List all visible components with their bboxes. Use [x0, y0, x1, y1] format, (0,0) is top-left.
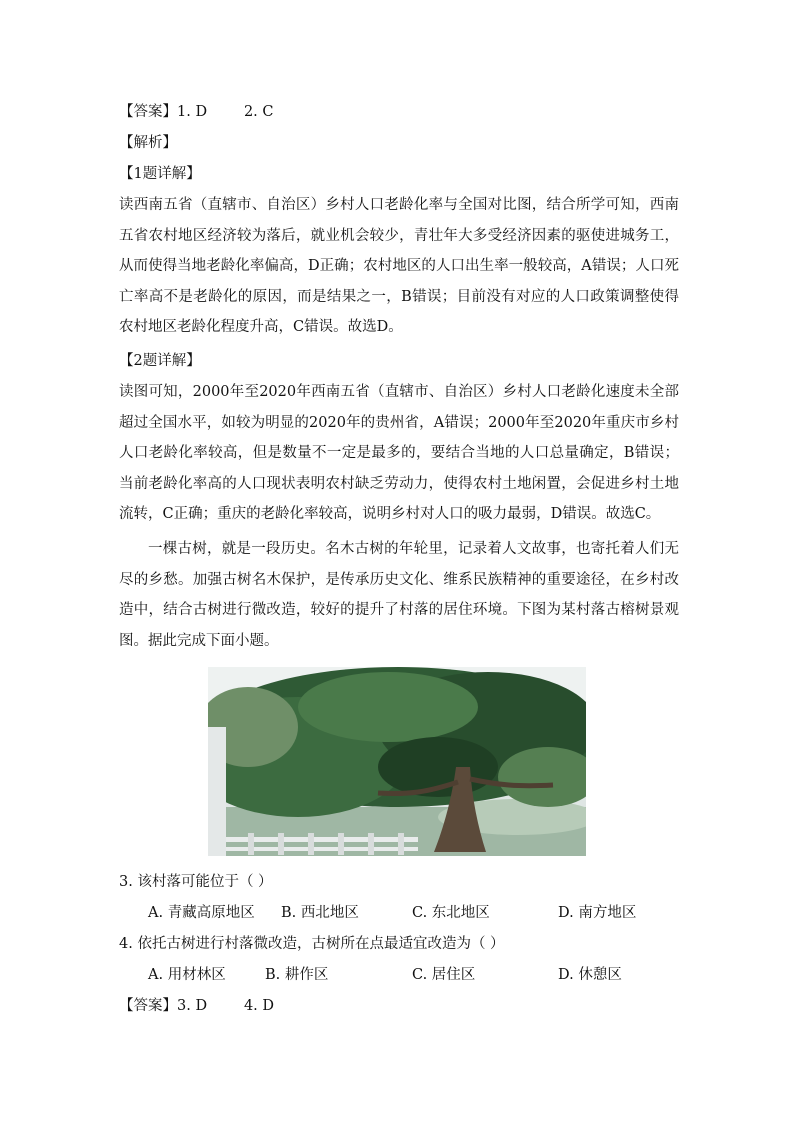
- q2-detail-text: 读图可知，2000年至2020年西南五省（直辖市、自治区）乡村人口老龄化速度未全部超过全国水平，如较为明显的2020年的贵州省，A错误；2000年至2020年重庆市乡村人口老龄化率较高，但是数量不一定是最多的，要结合当地的人口总量确定，B错误；当前老龄化率高的人口现状表明农村缺乏劳动力，使得农村土地闲置，会促进乡村土地流转，C正确；重庆的老龄化率较高，说明乡村对人口的吸力最弱，D错误。故选C。: [119, 384, 679, 522]
- q4-option-a: A. 用材林区: [148, 967, 226, 983]
- intro-text: 一棵古树，就是一段历史。名木古树的年轮里，记录着人文故事，也寄托着人们无尽的乡愁。加强古树名木保护，是传承历史文化、维系民族精神的重要途径，在乡村改造中，结合古树进行微改造，较好的提升了村落的居住环境。下图为某村落古榕树景观图。据此完成下面小题。: [119, 541, 679, 649]
- analysis-label: 【解析】: [119, 135, 177, 151]
- q2-detail-label: 【2题详解】: [119, 353, 201, 369]
- q4-stem: 4. 依托古树进行村落微改造，古树所在点最适宜改造为（ ）: [119, 936, 505, 952]
- answer-value: 1. D 2. C: [177, 104, 274, 120]
- q1-detail-label: 【1题详解】: [119, 166, 201, 182]
- q3-option-b: B. 西北地区: [281, 905, 359, 921]
- q4-option-d: D. 休憩区: [558, 967, 622, 983]
- q4-options: [148, 965, 668, 985]
- answer-line-2: [119, 996, 274, 1016]
- q3-option-c: C. 东北地区: [412, 905, 490, 921]
- q3-options: [148, 903, 668, 923]
- q3-stem: 3. 该村落可能位于（ ）: [119, 874, 273, 890]
- q3-option-d: D. 南方地区: [558, 905, 637, 921]
- q3-option-a: A. 青藏高原地区: [148, 905, 255, 921]
- answer-label: 【答案】: [119, 998, 177, 1014]
- banyan-tree-photo: [208, 667, 586, 856]
- q4-option-b: B. 耕作区: [265, 967, 329, 983]
- answer-line-1: [119, 102, 273, 122]
- q1-detail-text: 读西南五省（直辖市、自治区）乡村人口老龄化率与全国对比图，结合所学可知，西南五省农村地区经济较为落后，就业机会较少，青壮年大多受经济因素的驱使进城务工，从而使得当地老龄化率偏高，D正确；农村地区的人口出生率一般较高，A错误；人口死亡率高不是老龄化的原因，而是结果之一，B错误；目前没有对应的人口政策调整使得农村地区老龄化程度升高，C错误。故选D。: [119, 197, 679, 335]
- answer-value: 3. D 4. D: [177, 998, 275, 1014]
- answer-label: 【答案】: [119, 104, 177, 120]
- q4-option-c: C. 居住区: [412, 967, 476, 983]
